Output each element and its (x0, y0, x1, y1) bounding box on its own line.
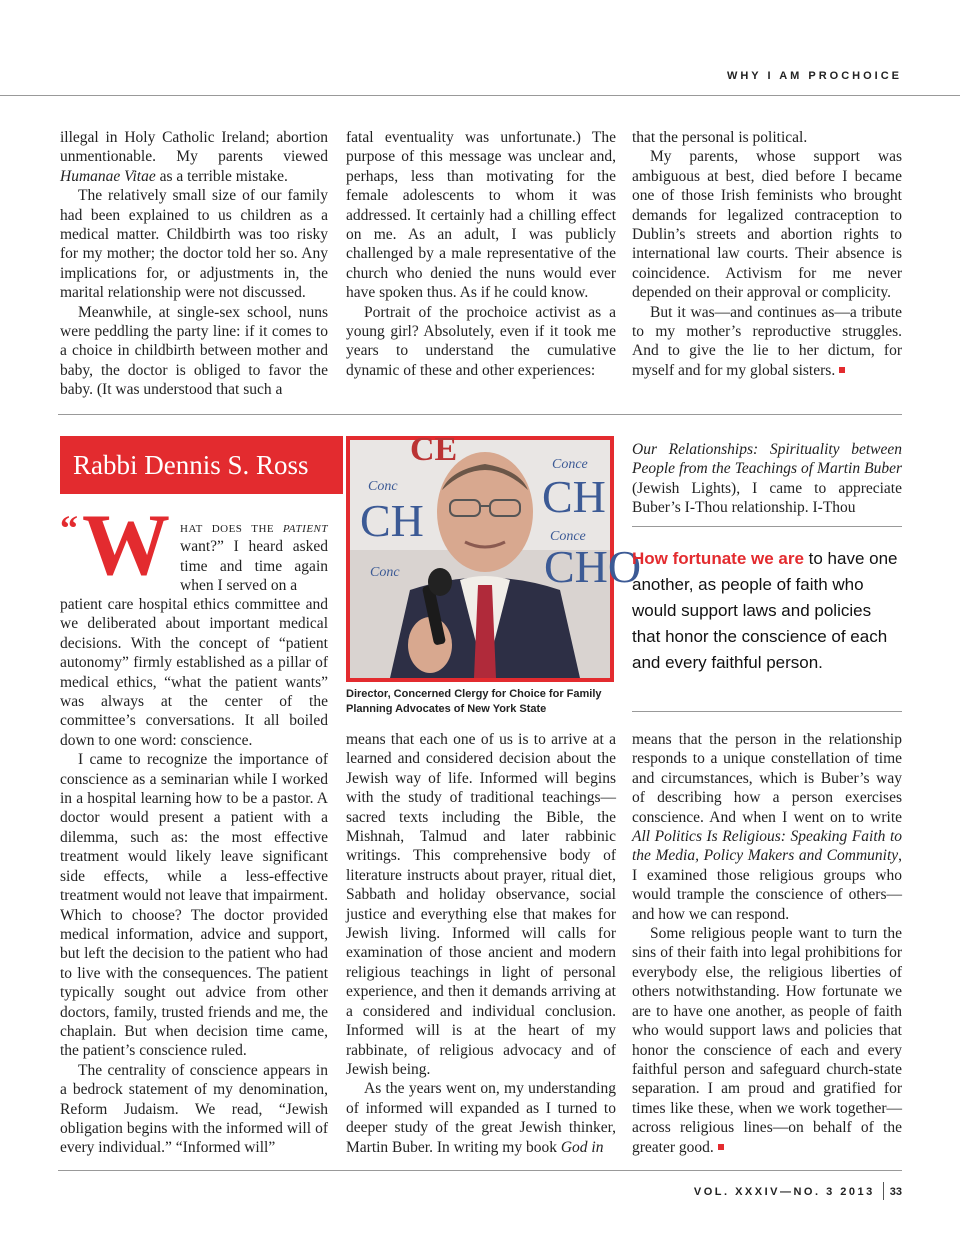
paragraph: fatal eventuality was unfortunate.) The purpose of this message was unclear and, perhaps, less than motivating for the female adolescents to whom it was addressed. It certainly had a chilling effect on me. As an adult, I was publicly challenged by a male representative of the church who denied the nuns would ever have spoken thus. As if he could know. (346, 129, 616, 302)
paragraph: illegal in Holy Catholic Ireland; abortion unmentionable. My parents viewed Humanae Vitae as a terrible mistake. (60, 129, 328, 185)
photo-sign-text: CH (360, 495, 424, 546)
top-column-1 (60, 128, 328, 400)
photo-sign-text: CE (410, 431, 458, 468)
page-footer (694, 1182, 902, 1200)
paragraph: Our Relationships: Spirituality between People from the Teachings of Martin Buber (Jewish Lights), I came to appreciate Buber’s I-Thou relationship. I-Thou (632, 441, 902, 517)
running-head: WHY I AM PROCHOICE (726, 70, 902, 82)
section-divider (58, 414, 902, 415)
paragraph: But it was—and continues as—a tribute to my mother’s reproductive struggles. And to give the lie to her dictum, for myself and for my global sisters. (632, 303, 902, 379)
paragraph: I came to recognize the importance of conscience as a seminarian while I worked in a hospital learning how to be a pastor. A doctor would present a patient with a dilemma, such as: the most effective treatment would likely leave significant side effects, while a less-effective treatment would not leave that impairment. Which to choose? The doctor provided medical information, advice and support, but left the decision to the patient who had to live with the consequences. The patient typically sought out advice from other doctors, family, trusted friends and me, the chaplain. But when decision time came, the patient’s conscience ruled. (60, 751, 328, 1060)
footer-rule (58, 1170, 902, 1171)
top-column-2 (346, 128, 616, 380)
lead-small-caps: hat does the (180, 519, 283, 536)
pullquote-bottom-rule (632, 711, 902, 712)
page-number: 33 (889, 1186, 902, 1198)
pullquote-top-rule (632, 526, 902, 527)
paragraph: Some religious people want to turn the sins of their faith into legal prohibitions for everybody else, the religious liberties of others notwithstanding. How fortunate we are to have one another, as people of faith who would support laws and policies that honor the conscience of each and every faithful person and safeguard church-state separation. I am proud and gratified for times like these, when we work together—across religious lines—on behalf of the greater good. (632, 925, 902, 1156)
section-column-3-top (632, 440, 902, 518)
paragraph: means that the person in the relationship responds to a unique constellation of time and circumstances, which is Buber’s way of describing how a person exercises conscience. And when I went on to write All Politics Is Religious: Speaking Faith to the Media, Policy Makers and Community, I examined those religious groups who would trample the conscience of others—and how we can respond. (632, 731, 902, 923)
open-quote-mark: “ (60, 508, 78, 548)
photo-sign-text: Conce (550, 529, 586, 544)
end-mark-icon (718, 1144, 724, 1150)
paragraph: The relatively small size of our family had been explained to us children as a medical matter. Childbirth was too risky for my mother; the doctor told her so. Any implications for, or adjustments in, the marital relationship were not discussed. (60, 187, 328, 302)
section-column-3-bottom (632, 730, 902, 1157)
paragraph: My parents, whose support was ambiguous at best, died before I became one of those Irish feminists who brought demands for legalized contraception to Dublin’s streets and abortion rights to international law courts. Their absence is coincidence. Activism for me never depended on their approval or complicity. (632, 148, 902, 302)
issue-label: VOL. XXXIV—NO. 3 2013 (693, 1186, 875, 1198)
header-rule (0, 95, 960, 96)
paragraph: Portrait of the prochoice activist as a young girl? Absolutely, even if it took me years to understand the cumulative dynamic of these and other experiences: (346, 303, 616, 379)
footer-separator (883, 1182, 884, 1200)
paragraph: patient care hospital ethics committee and we deliberated about important medical decisions. With the concept of “patient autonomy” firmly established as a pillar of medical ethics, “what the patient wants” was always at the center of the committee’s conversations. It all boiled down to one word: conscience. (60, 596, 328, 749)
paragraph: Meanwhile, at single-sex school, nuns were peddling the party line: if it comes to a choice in childbirth between mother and baby, the doctor is obliged to favor the baby. (It was understood that such a (60, 303, 328, 399)
lead-rest: want?” I heard asked time and time again when I served on a (180, 538, 328, 595)
photo-caption: Director, Concerned Clergy for Choice for Family Planning Advocates of New York State (346, 688, 602, 715)
author-name-banner: Rabbi Dennis S. Ross (60, 436, 343, 494)
drop-cap: W (82, 497, 170, 594)
section-column-1 (60, 595, 328, 1158)
photo-sign-text: Conc (368, 479, 398, 494)
pullquote-highlight: How fortunate we are (632, 549, 804, 568)
photo-sign-text: CH (542, 471, 606, 522)
photo-sign-text: Conc (370, 565, 400, 580)
photo-sign-text: CHO (544, 541, 642, 592)
pullquote (632, 546, 902, 676)
lead-italic: patient (282, 519, 328, 536)
photo-sign-text: Conce (552, 457, 588, 472)
author-photo (346, 431, 642, 682)
top-column-3 (632, 128, 902, 380)
end-mark-icon (839, 367, 845, 373)
paragraph: means that each one of us is to arrive at a learned and considered decision about the Jewish way of life. Informed will begins with the study of traditional teachings—sacred texts including the Bible, the Mishnah, Talmud and later rabbinic writings. This comprehensive body of literature instructs about prayer, ritual diet, Sabbath and holiday observance, social justice and everything else that makes for Jewish living. Informed will calls for examination of those ancient and modern religious teachings in light of personal experience, and then it demands arriving at a considered and individual conclusion. Informed will is at the heart of my rabbinate, of religious advocacy and of Jewish being. (346, 731, 616, 1078)
paragraph: The centrality of conscience appears in a bedrock statement of my denomination, Reform Judaism. We read, “Jewish obligation begins with the informed will of every individual.” “Informed will” (60, 1061, 328, 1157)
pullquote-text: to have one another, as people of faith who would support laws and policies that honor the conscience of each and every faithful person. (632, 549, 898, 672)
lead-in (180, 518, 328, 596)
paragraph: As the years went on, my understanding of informed will expanded as I turned to deeper study of the great Jewish thinker, Martin Buber. In writing my book God in (346, 1080, 616, 1156)
paragraph: that the personal is political. (632, 129, 808, 146)
section-column-2 (346, 730, 616, 1157)
